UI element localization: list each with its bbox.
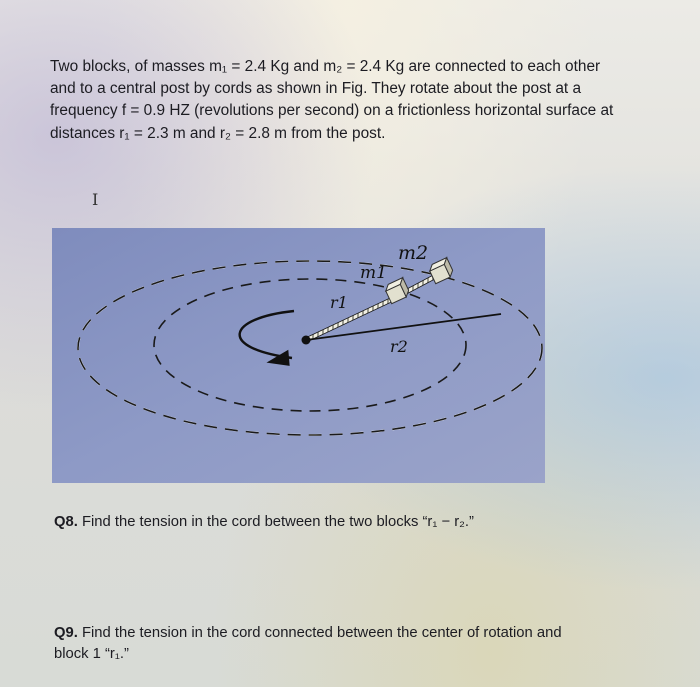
label-m1-text: m1: [360, 263, 387, 283]
problem-statement: [50, 56, 670, 145]
question-9-text-line-2: block 1 “r₁.”: [54, 646, 129, 662]
question-9-number: Q9.: [54, 625, 78, 641]
label-r1: [330, 293, 348, 312]
label-r1-text: r1: [330, 293, 348, 312]
label-m1: [360, 263, 387, 283]
label-r2: [390, 337, 408, 356]
text-cursor-icon: I: [92, 190, 99, 209]
label-r2-text: r2: [390, 337, 408, 356]
problem-line-2: and to a central post by cords as shown in Fig. They rotate about the post at a: [50, 80, 582, 98]
problem-line-3: frequency f = 0.9 HZ (revolutions per second) on a frictionless horizontal surface at: [50, 102, 614, 120]
frictionless-surface: [52, 228, 545, 483]
question-8: [54, 512, 674, 533]
question-8-text: Find the tension in the cord between the two blocks “r₁ − r₂.”: [77, 514, 474, 530]
problem-line-1: Two blocks, of masses m₁ = 2.4 Kg and m₂ = 2.4 Kg are connected to each other: [50, 58, 601, 75]
rotating-blocks-figure: [52, 228, 545, 483]
label-m2: [398, 242, 428, 264]
central-post: [302, 336, 311, 345]
question-8-number: Q8.: [54, 514, 78, 530]
question-9-text-line-1: Find the tension in the cord connected between the center of rotation and: [77, 625, 562, 641]
label-m2-text: m2: [398, 242, 429, 264]
figure-svg: [52, 228, 545, 483]
question-9: [54, 623, 674, 665]
problem-line-4: distances r₁ = 2.3 m and r₂ = 2.8 m from the post.: [50, 124, 386, 142]
